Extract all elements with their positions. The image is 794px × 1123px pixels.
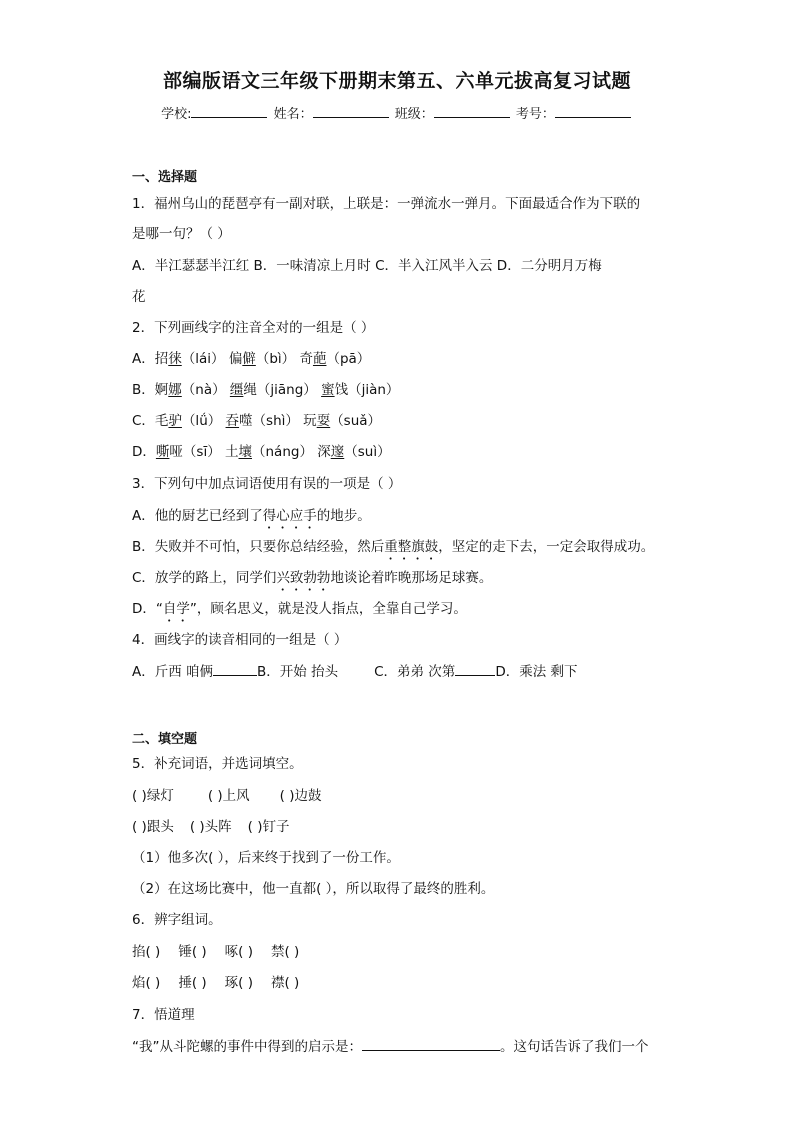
q3-stem: 3．下列句中加点词语使用有误的一项是（ ）	[132, 476, 402, 492]
q3-option-a: A．他的厨艺已经到了得心应手的地步。	[132, 508, 371, 524]
q4-blank-a[interactable]	[213, 663, 257, 676]
q2-option-a: A．招徕（lái） 偏僻（bì） 奇葩（pā）	[132, 351, 371, 367]
q3-option-c: C．放学的路上，同学们兴致勃勃地谈论着昨晚那场足球赛。	[132, 570, 493, 586]
q6-stem: 6．辨字组词。	[132, 912, 222, 928]
class-blank[interactable]	[434, 105, 510, 118]
q6-row1: 掐( ) 锤( ) 啄( ) 禁( )	[132, 944, 300, 960]
q3-option-b: B．失败并不可怕，只要你总结经验，然后重整旗鼓，坚定的走下去，一定会取得成功。	[132, 539, 655, 555]
school-blank[interactable]	[191, 105, 267, 118]
q2-option-d: D．嘶哑（sī） 土壤（náng） 深邃（suì）	[132, 444, 391, 460]
q7-text: “我”从斗陀螺的事件中得到的启示是： 。这句话告诉了我们一个	[132, 1039, 649, 1055]
q5-row1: ( )绿灯 ( )上风 ( )边鼓	[132, 788, 322, 804]
q5-row2: ( )跟头 ( )头阵 ( )钉子	[132, 819, 290, 835]
q1-stem-line2: 是哪一句？（ ）	[132, 226, 231, 242]
q2-option-b: B．婀娜（nà） 缰绳（jiāng） 蜜饯（jiàn）	[132, 382, 400, 398]
q1-options-line2: 花	[132, 289, 146, 305]
q5-stem: 5．补充词语，并选词填空。	[132, 756, 303, 772]
q3-option-d: D．“自学”，顾名思义，就是没人指点，全靠自己学习。	[132, 601, 467, 617]
name-label: 姓名：	[273, 107, 313, 122]
q6-row2: 焰( ) 捶( ) 琢( ) 襟( )	[132, 975, 300, 991]
section-heading-choice: 一、选择题	[132, 170, 198, 185]
q7-stem: 7．悟道理	[132, 1007, 195, 1023]
q5-sentence2: （2）在这场比赛中，他一直都( ），所以取得了最终的胜利。	[132, 881, 495, 897]
school-label: 学校:	[161, 107, 192, 122]
q2-option-c: C．毛驴（lǘ） 吞噬（shì） 玩耍（suǎ）	[132, 413, 382, 429]
q1-options-line1: A．半江瑟瑟半江红 B．一味清凉上月时 C．半入江风半入云 D．二分明月万梅	[132, 258, 602, 274]
exam-no-blank[interactable]	[555, 105, 631, 118]
q2-stem: 2．下列画线字的注音全对的一组是（ ）	[132, 320, 375, 336]
section-heading-fill: 二、填空题	[132, 732, 198, 747]
name-blank[interactable]	[313, 105, 389, 118]
q4-stem: 4．画线字的读音相同的一组是（ ）	[132, 632, 348, 648]
exam-no-label: 考号：	[515, 107, 555, 122]
q7-answer-blank[interactable]	[362, 1038, 500, 1051]
q4-blank-c[interactable]	[455, 663, 495, 676]
q5-sentence1: （1）他多次( ），后来终于找到了一份工作。	[132, 850, 400, 866]
class-label: 班级：	[394, 107, 434, 122]
q1-stem-line1: 1．福州乌山的琵琶亭有一副对联，上联是：一弹流水一弹月。下面最适合作为下联的	[132, 196, 641, 212]
page-title: 部编版语文三年级下册期末第五、六单元拔高复习试题	[162, 70, 631, 92]
student-info-row	[0, 103, 794, 122]
q4-options: A．斤西 咱俩 B．开始 抬头 C．弟弟 次第 D．乘法 剩下	[132, 664, 578, 680]
